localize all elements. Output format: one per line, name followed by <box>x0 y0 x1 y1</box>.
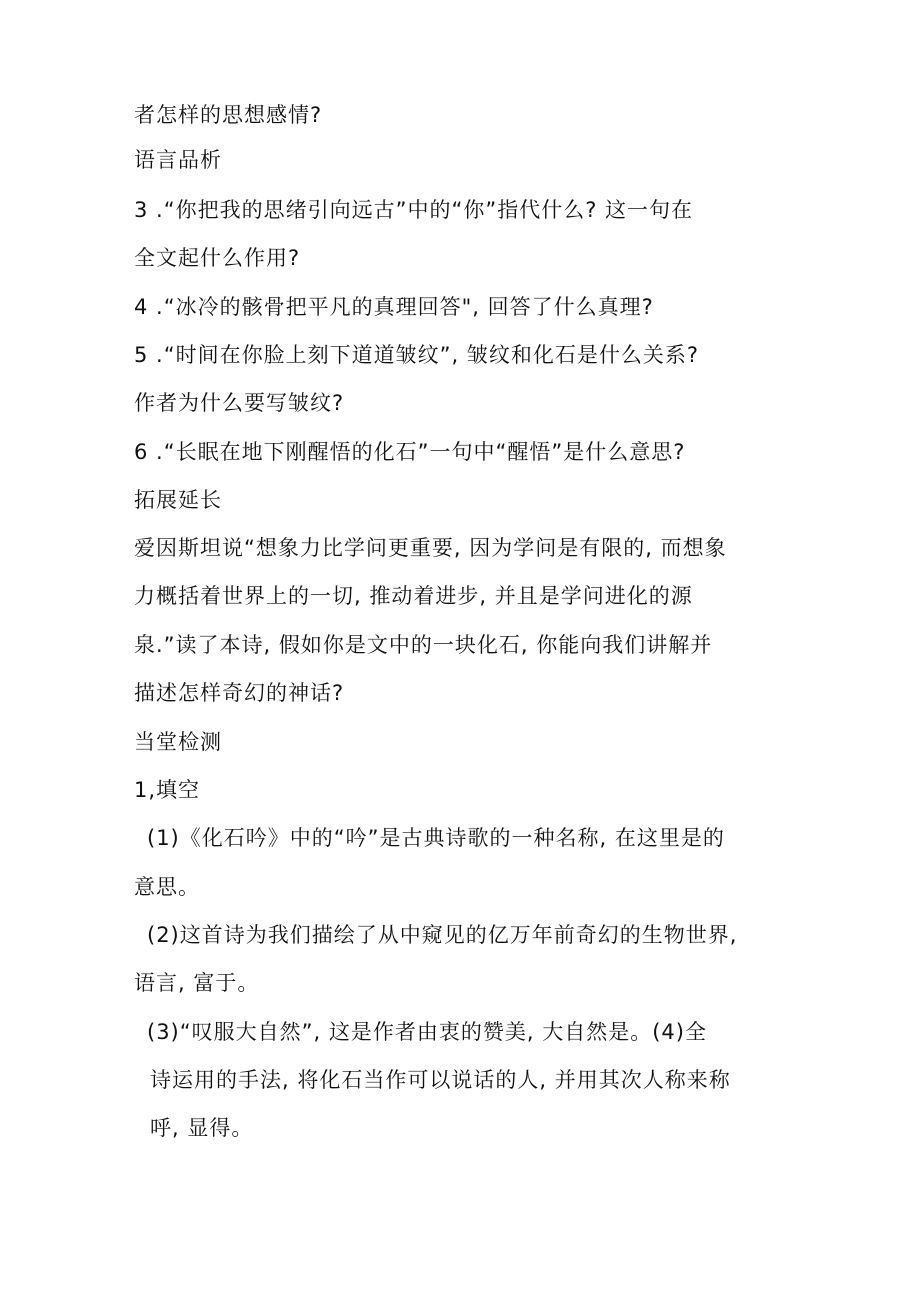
extension-line-2: 力概括着世界上的一切, 推动着进步, 并且是学问进化的源 <box>134 584 693 608</box>
extension-line-3: 泉.”读了本诗, 假如你是文中的一块化石, 你能向我们讲解并 <box>134 633 713 657</box>
fill-in-item-4-line-2: 诗运用的手法, 将化石当作可以说话的人, 并用其次人称来称 <box>150 1068 731 1092</box>
fill-in-item-4-line-3: 呼, 显得。 <box>150 1116 254 1140</box>
fill-in-heading: 1,填空 <box>134 778 201 802</box>
section-heading-language-analysis: 语言品析 <box>134 148 222 172</box>
question-6: 6 .“长眠在地下刚醒悟的化石”一句中“醒悟”是什么意思? <box>134 440 686 464</box>
fill-in-item-3-4-line-1: (3)“叹服大自然”, 这是作者由衷的赞美, 大自然是。(4)全 <box>147 1020 707 1044</box>
fill-in-item-1-line-2: 意思。 <box>134 875 200 899</box>
text-line-1: 者怎样的思想感情? <box>134 103 323 127</box>
question-3-line-2: 全文起什么作用? <box>134 246 301 270</box>
question-5-line-1: 5 .“时间在你脸上刻下道道皱纹”, 皱纹和化石是什么关系? <box>134 343 699 367</box>
fill-in-item-2-line-1: (2)这首诗为我们描绘了从中窥见的亿万年前奇幻的生物世界, <box>147 923 738 947</box>
question-5-line-2: 作者为什么要写皱纹? <box>134 391 345 415</box>
question-3-line-1: 3 .“你把我的思绪引向远古”中的“你”指代什么? 这一句在 <box>134 198 694 222</box>
fill-in-item-1-line-1: (1)《化石吟》中的“吟”是古典诗歌的一种名称, 在这里是的 <box>147 826 725 850</box>
section-heading-extension: 拓展延长 <box>134 488 222 512</box>
fill-in-item-2-line-2: 语言, 富于。 <box>134 971 260 995</box>
extension-line-1: 爱因斯坦说“想象力比学问更重要, 因为学问是有限的, 而想象 <box>134 536 727 560</box>
section-heading-in-class-test: 当堂检测 <box>134 730 222 754</box>
question-4: 4 .“冰冷的骸骨把平凡的真理回答", 回答了什么真理? <box>134 295 654 319</box>
extension-line-4: 描述怎样奇幻的神话? <box>134 681 345 705</box>
